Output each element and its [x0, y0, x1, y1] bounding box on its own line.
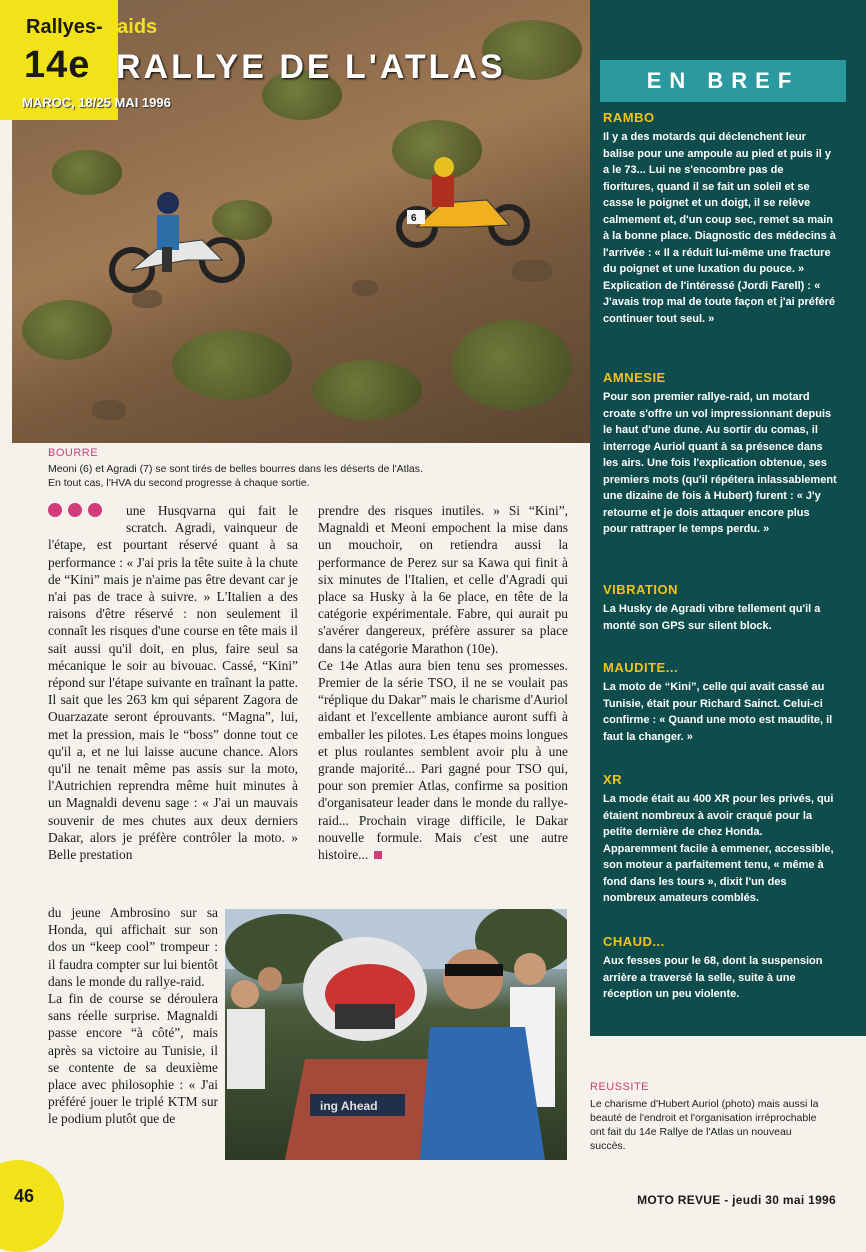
brief-heading: RAMBO	[603, 110, 655, 125]
brief-rambo	[603, 110, 837, 327]
brief-xr	[603, 772, 837, 907]
brief-heading: VIBRATION	[603, 582, 679, 597]
brief-body: La Husky de Agradi vibre tellement qu'il a monté son GPS sur silent block.	[603, 603, 821, 632]
brief-amnesie	[603, 370, 837, 538]
brief-heading: XR	[603, 772, 623, 787]
photo-caption-line: En tout cas, l'HVA du second progresse à chaque sortie.	[48, 477, 310, 489]
reussite-label: REUSSITE	[590, 1081, 650, 1093]
brief-heading: AMNESIE	[603, 370, 666, 385]
page-number: 46	[14, 1186, 35, 1206]
brief-body: Aux fesses pour le 68, dont la suspension arrière a traversé la selle, suite à une réception un peu violente.	[603, 955, 823, 1000]
article-paragraph: Ce 14e Atlas aura bien tenu ses promesses. Premier de la série TSO, il ne se voulait pas “réplique du Dakar” mais le charisme d'Auriol aidant et l'excellente ambiance auront suffi à emballer les pilotes. Les étapes moins longues et plus roulantes semblent avoir plu à une grande majorité... Pari gagné pour TSO qui, pour son premier Atlas, confirme sa position d'organisateur leader dans le monde du rallye-raid... Prochain virage difficile, le Dakar nouvelle formule. Mais c'est une autre histoire...	[318, 657, 568, 863]
brief-maudite	[603, 660, 837, 745]
brief-body: La moto de “Kini”, celle qui avait cassé au Tunisie, était pour Richard Sainct. Celui-ci confirme : « Quand une moto est maudite, il faut la changer. »	[603, 681, 833, 743]
issue-date: jeudi 30 mai 1996	[732, 1193, 836, 1207]
page-title: RALLYE DE L'ATLAS	[116, 48, 506, 86]
motorcycle-rider-right	[387, 155, 537, 250]
bike-number: 6	[411, 213, 417, 224]
magazine-name: MOTO REVUE	[637, 1193, 721, 1207]
footer-publication: MOTO REVUE - jeudi 30 mai 1996	[637, 1193, 836, 1207]
motorcycle-rider-left	[102, 175, 252, 295]
event-subtitle: MAROC, 18/25 MAI 1996	[22, 95, 171, 110]
article-paragraph: prendre des risques inutiles. » Si “Kini”, Magnaldi et Meoni empochent la mise dans un mouchoir, on retiendra aussi la performance de Perez sur sa Kawa qui finit à six minutes de l'Italien, et celle d'Agradi qui place sa Husky à la 6e place, en tête de la catégorie expérimentale. Fabre, qui aurait pu s'avérer dangereux, préfère assurer sa place dans la catégorie Marathon (10e).	[318, 503, 568, 656]
article-paragraph: une Husqvarna qui fait le scratch. Agradi, vainqueur de l'étape, est pourtant réservé quant à sa performance : « J'ai pris la tête suite à la chute de “Kini” mais je n'aime pas être devant car je n'ai pas de trace à suivre. » L'Italien a des raisons d'être réservé : non seulement il connaît les risques d'une course en tête mais il sait aussi qu'il doit, en plus, faire seul sa mécanique le soir au bivouac. Cassé, “Kini” répond sur l'étape suivante en traînant la patte. Il sait que les 263 km qui séparent Zagora de Ouarzazate seront éprouvants. “Magna”, lui, met la pression, mais le “boss” donne tout ce qu'il a, et ne lui laisse aucune chance. Alors qu'il ne tenait même pas assis sur la moto, l'Autrichien reprendra même huit minutes à un Magnaldi devenu sage : « J'ai un mauvais souvenir de mes chutes aux deux derniers Dakar, alors je préfère contrôler la moto. » Belle prestation	[48, 503, 298, 863]
photo-hubert-auriol	[225, 909, 567, 1160]
photo-caption-line: Meoni (6) et Agradi (7) se sont tirés de belles bourres dans les déserts de l'Atlas.	[48, 463, 423, 475]
article-column-1-lower	[48, 904, 218, 1128]
section-title: Rallyes-Raids	[26, 16, 158, 38]
photo-caption	[48, 462, 578, 490]
brief-body: Il y a des motards qui déclenchent leur balise pour une ampoule au pied et puis il y a le 73... Lui ne s'encombre pas de fioritures, quand il se fait un soleil et se casse le poignet et un doigt, il se relève calmement et, d'un coup sec, remet sa main à la bonne place. Diagnostic des médecins à l'arrivée : « Il a réduit lui-même une fracture du poignet et une luxation du pouce. » Explication de l'intéressé (Jordi Farell) : « J'avais trop mal de toute façon et j'ai préféré continuer tout seul. »	[603, 131, 836, 325]
photo-caption-label: BOURRE	[48, 447, 99, 459]
brief-body: La mode était au 400 XR pour les privés, qui étaient nombreux à avoir craqué pour la petite dernière de chez Honda. Apparemment facile à emmener, accessible, son moteur a parfaitement tenu, « même à fond dans les tours », dixit l'un des nombreux amateurs comblés.	[603, 793, 834, 904]
bullet-dots	[48, 502, 126, 522]
reussite-caption: Le charisme d'Hubert Auriol (photo) mais aussi la beauté de l'endroit et l'organisation irréprochable ont fait du 14e Rallye de l'Atlas un nouveau succès.	[590, 1098, 819, 1152]
brief-heading: CHAUD...	[603, 934, 665, 949]
article-paragraph: La fin de course se déroulera sans réelle surprise. Magnaldi passe encore “à côté”, mais après sa victoire au Tunisie, il se contente de sa deuxième place avec philosophie : « J'ai préféré jouer le triplé KTM sur le podium plutôt que de	[48, 991, 218, 1127]
brief-heading: MAUDITE...	[603, 660, 679, 675]
brief-chaud	[603, 934, 837, 1003]
article-paragraph: du jeune Ambrosino sur sa Honda, qui affichait sur son dos un “keep cool” trompeur : il faudra compter sur lui bientôt dans le monde du rallye-raid.	[48, 905, 218, 989]
end-mark	[374, 851, 382, 859]
article-column-1	[48, 502, 298, 863]
edition-number: 14e	[24, 44, 91, 86]
brief-body: Pour son premier rallye-raid, un motard croate s'offre un vol impressionnant depuis le haut d'une dune. Au sortir du comas, il interroge Auriol quant à sa présence dans les airs. Une fois l'explication obtenue, ses premiers mots (qu'il répétera inlassablement une dizaine de fois à Hubert) furent : « J'y retourne et je dois attaquer encore plus pour rattraper le temps perdu. »	[603, 391, 837, 535]
article-column-2	[318, 502, 568, 863]
jacket-text: ing Ahead	[320, 1099, 378, 1113]
brief-vibration	[603, 582, 837, 634]
sidebar-title: EN BREF	[600, 60, 846, 102]
